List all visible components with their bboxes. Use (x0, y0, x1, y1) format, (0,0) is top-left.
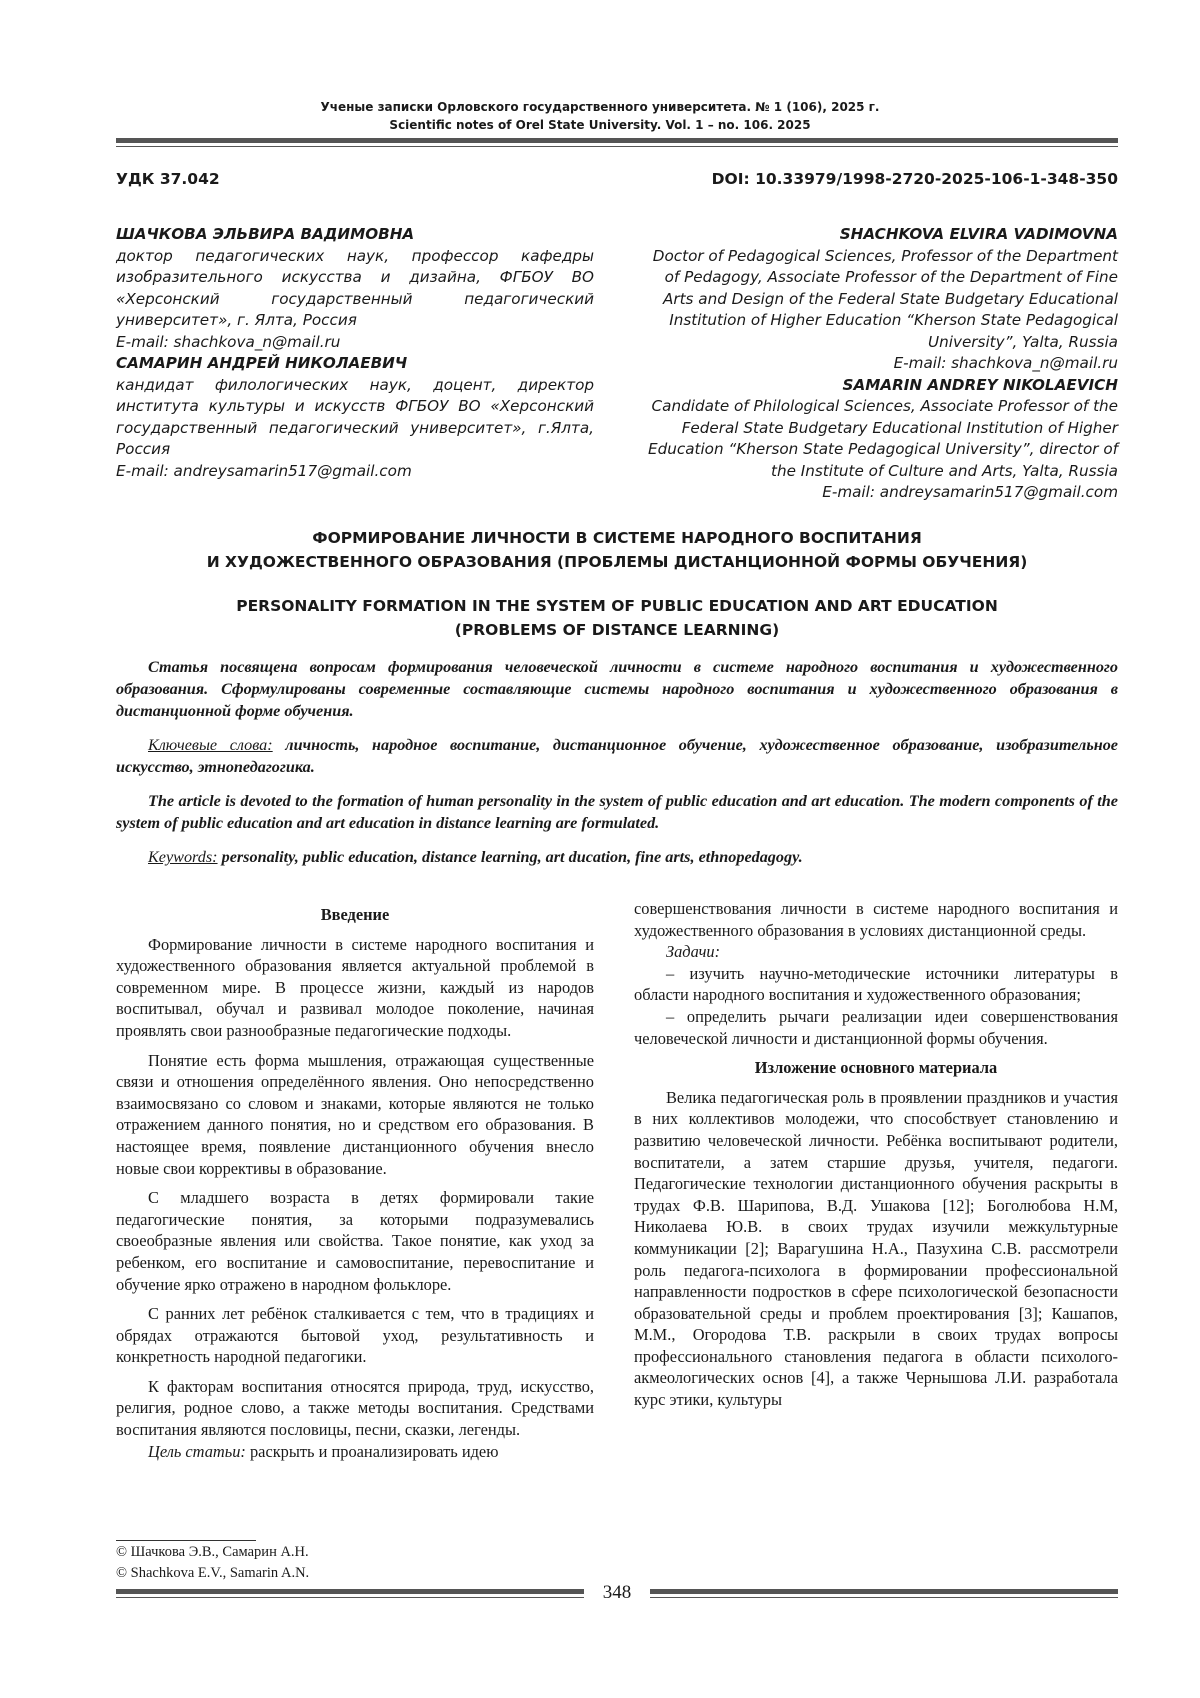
author-affiliation: доктор педагогических наук, профессор кафедры изобразительного искусства и дизайна, ФГБОУ ВО «Херсонский государственный педагогический университет», г. Ялта, Россия (116, 246, 594, 329)
body-column-left (116, 904, 594, 1462)
paragraph: С ранних лет ребёнок сталкивается с тем, что в традициях и обрядах отражаются бытовой уход, результативность и конкретность народной педагогики. (116, 1304, 594, 1367)
abstract-ru (116, 656, 1118, 722)
article-title-en (116, 594, 1118, 642)
author-affiliation: Doctor of Pedagogical Sciences, Professor of the Department of Pedagogy, Associate Professor of the Department of Fine Arts and Design of the Federal State Budgetary Educational Institution of Higher Education “Kherson State Pedagogical University”, Yalta, Russia (652, 246, 1118, 351)
section-heading: Введение (320, 905, 390, 924)
udk-code: УДК 37.042 (116, 170, 220, 188)
body-column-right (634, 898, 1118, 1411)
paragraph: Понятие есть форма мышления, отражающая существенные связи и отношения определённого явления. Оно непосредственно взаимосвязано со словом и знаками, которые являются не только отражением данного понятия, но и средством его образования. В настоящее время, появление дистанционного обучения внесло новые свои коррективы в образование. (116, 1050, 594, 1178)
paragraph: Велика педагогическая роль в проявлении праздников и участия в них коллективов молодежи, что способствует становлению и развитию человеческой личности. Ребёнка воспитывают родители, воспитатели, а затем старшие друзья, учителя, педагоги. Педагогические технологии дистанционного обучения раскрыты в трудах Ф.В. Шарипова, В.Д. Ушакова [12]; Боголюбова Н.М, Николаева Ю.В. в своих трудах изучили межкультурные коммуникации [2]; Варагушина Н.А., Пазухина С.В. рассмотрели роль педагога-психолога в формировании профессиональной направленности подростков в сфере психологической безопасности образовательной среды и проблем проектирования [3]; Кашапов, М.М., Огородова Т.В. раскрыли в своих трудах вопросы профессионального становления педагога в области психолого-акмеологических основ [4], а также Чернышова Л.И. разработала курс этики, культуры (634, 1087, 1118, 1410)
task-item: – изучить научно-методические источники литературы в области народного воспитания и художественного образования; (634, 963, 1118, 1005)
paragraph (116, 1441, 594, 1463)
author-email: E-mail: andreysamarin517@gmail.com (822, 483, 1118, 501)
paragraph: совершенствования личности в системе народного воспитания и художественного образования в условиях дистанционной среды. (634, 899, 1118, 940)
author-name: SHACHKOVA ELVIRA VADIMOVNA (839, 225, 1118, 243)
author-email: E-mail: shachkova_n@mail.ru (893, 354, 1118, 372)
authors-ru (116, 224, 594, 482)
author-affiliation: кандидат филологических наук, доцент, директор института культуры и искусств ФГБОУ ВО «Херсонский государственный педагогический университет», г.Ялта, Россия (116, 375, 594, 458)
author-name: САМАРИН АНДРЕЙ НИКОЛАЕВИЧ (116, 354, 408, 372)
header-rule-thin (116, 146, 1118, 147)
copyright-en: © Shachkova E.V., Samarin A.N. (116, 1565, 310, 1581)
paragraph: С младшего возраста в детях формировали такие педагогические понятия, за которыми подразумевались своеобразные явления или свойства. Такое понятие, как уход за ребенком, его воспитание и самовоспитание, перевоспитание и обучение ярко отражено в народном фольклоре. (116, 1188, 594, 1294)
authors-en (634, 224, 1118, 504)
keywords-label: Keywords: (148, 848, 218, 866)
aim-text: раскрыть и проанализировать идею (245, 1441, 499, 1461)
abstract-text: Статья посвящена вопросам формирования человеческой личности в системе народного воспитания и художественного образования. Сформулированы современные составляющие системы народного воспитания и художественного образования в дистанционной форме обучения. (116, 658, 1118, 720)
title-line: И ХУДОЖЕСТВЕННОГО ОБРАЗОВАНИЯ (ПРОБЛЕМЫ ДИСТАНЦИОННОЙ ФОРМЫ ОБУЧЕНИЯ) (206, 553, 1028, 571)
task-item: – определить рычаги реализации идеи совершенствования человеческой личности и дистанционной формы обучения. (634, 1006, 1118, 1048)
author-email: E-mail: andreysamarin517@gmail.com (116, 461, 412, 480)
keywords-label: Ключевые слова: (148, 736, 273, 754)
abstract-text: The article is devoted to the formation of human personality in the system of public education and art education. The modern components of the system of public education and art education in distance learning are formulated. (116, 792, 1118, 832)
paragraph: Формирование личности в системе народного воспитания и художественного образования является актуальной проблемой в современном мире. В процессе жизни, каждый из народов воспитывал, обучал и развивал молодое поколение, начиная проявлять свои разнообразные педагогические подходы. (116, 934, 594, 1040)
title-line: PERSONALITY FORMATION IN THE SYSTEM OF PUBLIC EDUCATION AND ART EDUCATION (236, 597, 998, 615)
footnote-rule (116, 1540, 256, 1541)
journal-header (0, 98, 1200, 134)
journal-title-en: Scientific notes of Orel State University. Vol. 1 – no. 106. 2025 (389, 118, 811, 132)
journal-title-ru: Ученые записки Орловского государственного университета. № 1 (106), 2025 г. (320, 100, 880, 114)
author-affiliation: Candidate of Philological Sciences, Associate Professor of the Federal State Budgetary Educational Institution of Higher Education “Kherson State Pedagogical University”, director of the Institute of Culture and Arts, Yalta, Russia (647, 397, 1118, 480)
keywords-en (116, 846, 1118, 868)
title-line: (PROBLEMS OF DISTANCE LEARNING) (454, 621, 780, 639)
title-line: ФОРМИРОВАНИЕ ЛИЧНОСТИ В СИСТЕМЕ НАРОДНОГО ВОСПИТАНИЯ (312, 529, 922, 547)
keywords-ru (116, 734, 1118, 778)
abstract-en (116, 790, 1118, 834)
header-rule-thick (116, 138, 1118, 143)
paragraph: К факторам воспитания относятся природа, труд, искусство, религия, родное слово, а также методы воспитания. Средствами воспитания являются пословицы, песни, сказки, легенды. (116, 1376, 594, 1440)
author-name: SAMARIN ANDREY NIKOLAEVICH (842, 375, 1118, 394)
article-title-ru (116, 526, 1118, 574)
copyright-ru: © Шачкова Э.В., Самарин А.Н. (116, 1544, 309, 1560)
keywords-text: personality, public education, distance learning, art ducation, fine arts, ethnopedagogy. (217, 848, 803, 866)
author-name: ШАЧКОВА ЭЛЬВИРА ВАДИМОВНА (116, 225, 415, 243)
doi: DOI: 10.33979/1998-2720-2025-106-1-348-350 (711, 170, 1118, 188)
tasks-label: Задачи: (666, 942, 721, 962)
copyright-footnote (116, 1542, 309, 1584)
keywords-text: личность, народное воспитание, дистанционное обучение, художественное образование, изобразительное искусство, этнопедагогика. (116, 736, 1118, 776)
section-heading: Изложение основного материала (754, 1058, 998, 1078)
author-email: E-mail: shachkova_n@mail.ru (116, 332, 341, 351)
page-number: 348 (602, 1582, 632, 1603)
aim-label: Цель статьи: (148, 1441, 246, 1461)
page-footer (116, 1582, 1118, 1603)
